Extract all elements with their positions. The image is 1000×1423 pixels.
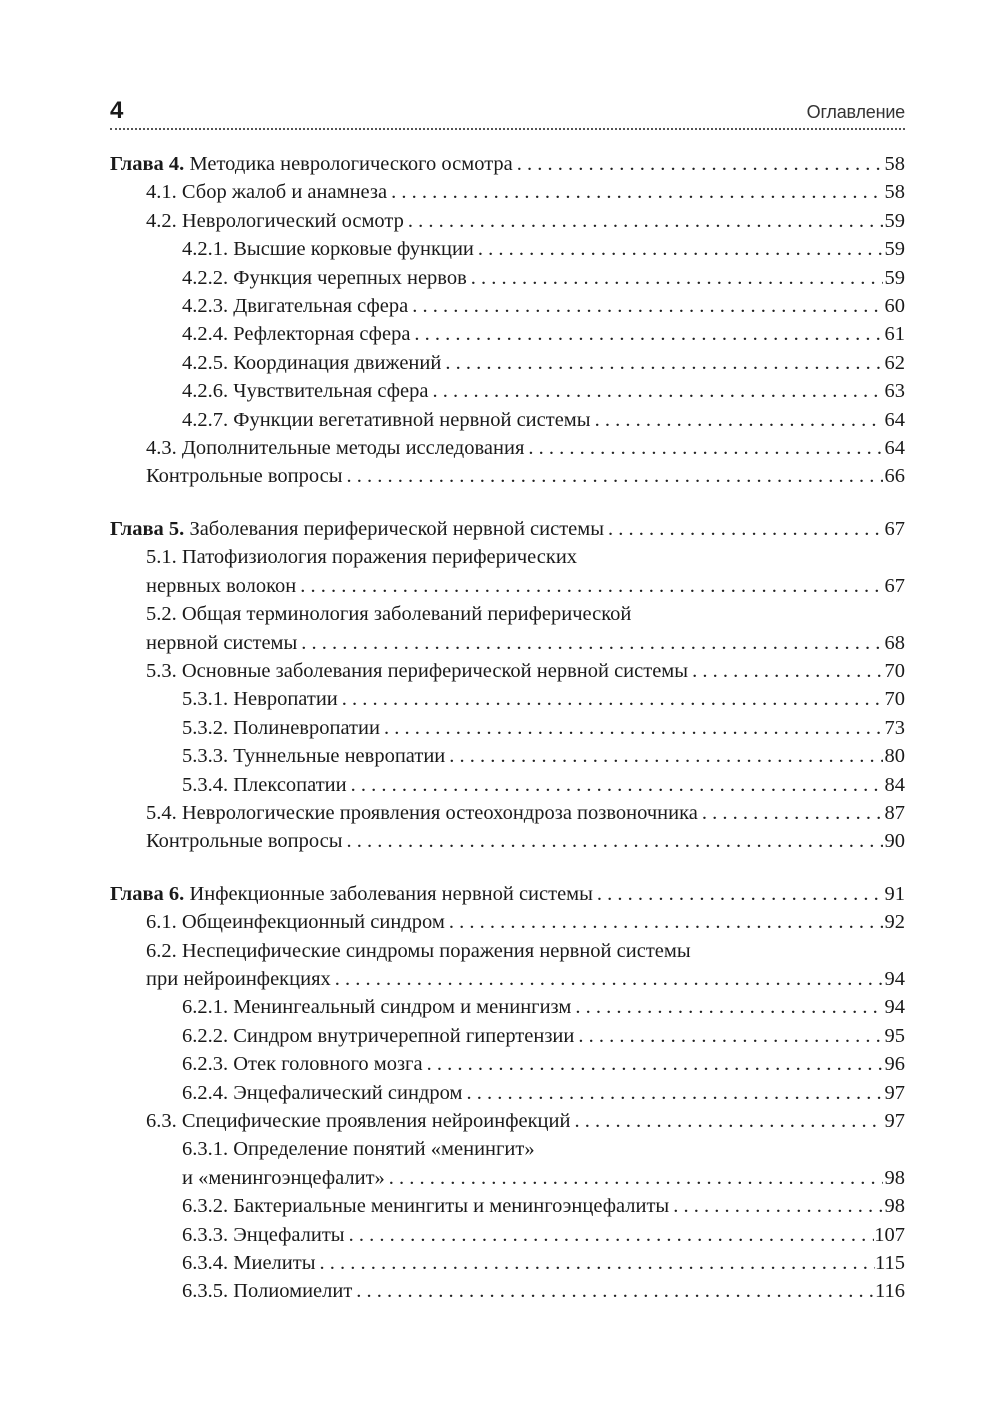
toc-entry-title: 5.3. Основные заболевания периферической нервной системы — [146, 659, 689, 682]
dot-leader — [331, 965, 883, 993]
toc-entry-title: 6.3.4. Миелиты — [182, 1252, 316, 1275]
toc-page-number[interactable]: 59 — [884, 238, 905, 261]
toc-entry-title: 6.3. Специфические проявления нейроинфекций — [146, 1110, 571, 1132]
toc-page-number[interactable]: 73 — [884, 716, 905, 739]
toc-section-entry[interactable] — [110, 685, 905, 713]
toc-section-entry[interactable] — [110, 406, 905, 434]
chapter-spacer — [110, 856, 905, 880]
toc-entry-title-line1: 5.1. Патофизиология поражения периферических — [146, 546, 578, 569]
toc-page-number[interactable]: 96 — [884, 1053, 905, 1076]
dot-leader — [315, 1249, 875, 1277]
dot-leader — [698, 799, 883, 827]
toc-section-entry[interactable] — [110, 993, 905, 1021]
toc-section-entry[interactable] — [110, 178, 905, 206]
toc-section-entry[interactable] — [110, 799, 905, 827]
toc-entry-title-line1: 6.2. Неспецифические синдромы поражения нервной системы — [146, 939, 691, 962]
toc-section-entry[interactable] — [110, 292, 905, 320]
toc-section-entry[interactable] — [110, 434, 905, 462]
chapter-label: Глава 4. — [110, 153, 185, 175]
dot-leader — [387, 178, 883, 206]
toc-page-number[interactable]: 59 — [884, 266, 905, 289]
dot-leader — [345, 1221, 875, 1249]
toc-entry-title: 4.2.5. Координация движений — [182, 351, 442, 374]
toc-entry-title: 5.3.3. Туннельные невропатии — [182, 745, 446, 768]
toc-entry-title: Контрольные вопросы — [146, 830, 343, 853]
dot-leader — [688, 657, 883, 685]
toc-section-entry[interactable] — [110, 1022, 905, 1050]
toc-page-number[interactable]: 94 — [884, 996, 905, 1019]
toc-section-entry[interactable] — [110, 235, 905, 263]
dot-leader — [404, 207, 883, 235]
toc-section-entry[interactable] — [110, 1192, 905, 1220]
chapter-title: Инфекционные заболевания нервной системы — [189, 882, 593, 905]
toc-page-number[interactable]: 95 — [884, 1024, 905, 1047]
toc-section-entry[interactable] — [110, 1221, 905, 1249]
toc-entry-title: 4.2.1. Высшие корковые функции — [182, 238, 474, 261]
toc-page-number[interactable]: 68 — [884, 631, 905, 654]
dot-leader — [604, 515, 883, 543]
dot-leader — [385, 1164, 883, 1192]
toc-chapter-entry[interactable] — [110, 150, 905, 178]
toc-entry-title: 4.2.2. Функция черепных нервов — [182, 266, 467, 289]
toc-page-number[interactable]: 92 — [884, 911, 905, 934]
dot-leader — [591, 406, 883, 434]
toc-section-entry[interactable] — [110, 657, 905, 685]
toc-section-entry[interactable] — [110, 1107, 905, 1135]
toc-section-entry[interactable] — [110, 1249, 905, 1277]
dot-leader — [574, 1022, 883, 1050]
running-title: Оглавление — [806, 102, 905, 122]
toc-page-number[interactable]: 67 — [884, 517, 905, 540]
toc-section-entry[interactable] — [110, 320, 905, 348]
toc-page-number[interactable]: 94 — [884, 967, 905, 990]
toc-entry-title: 4.3. Дополнительные методы исследования — [146, 437, 525, 460]
dot-leader — [408, 292, 883, 320]
toc-section-entry[interactable] — [110, 1135, 905, 1192]
toc-entry-title: 6.1. Общеинфекционный синдром — [146, 911, 445, 934]
toc-page-number[interactable]: 58 — [884, 181, 905, 204]
toc-page-number[interactable]: 84 — [884, 773, 905, 796]
toc-entry-title: 5.3.4. Плексопатии — [182, 773, 347, 796]
toc-entry-title: 6.3.2. Бактериальные менингиты и менингоэнцефалиты — [182, 1195, 670, 1218]
toc-entry-title: 6.2.3. Отек головного мозга — [182, 1053, 423, 1076]
toc-section-entry[interactable] — [110, 742, 905, 770]
dot-leader — [380, 714, 883, 742]
toc-entry-title-line1: 5.2. Общая терминология заболеваний периферической — [146, 603, 632, 626]
toc-chapter-entry[interactable] — [110, 880, 905, 908]
toc-entry-title: 6.2.2. Синдром внутричерепной гипертензии — [182, 1024, 575, 1047]
toc-page-number[interactable]: 60 — [884, 295, 905, 318]
toc-section-entry[interactable] — [110, 771, 905, 799]
dot-leader — [347, 771, 883, 799]
dot-leader — [343, 827, 883, 855]
toc-section-entry[interactable] — [110, 207, 905, 235]
toc-entry-title-line1: 6.3.1. Определение понятий «менингит» — [182, 1138, 535, 1161]
toc-entry-title: нервной системы — [146, 631, 298, 654]
chapter-heading — [110, 880, 593, 908]
dot-leader — [669, 1192, 883, 1220]
toc-section-entry[interactable] — [110, 462, 905, 490]
toc-entry-title: и «менингоэнцефалит» — [182, 1166, 385, 1189]
toc-page-number[interactable]: 62 — [884, 351, 905, 374]
toc-section-entry[interactable] — [110, 543, 905, 600]
toc-section-entry[interactable] — [110, 1277, 905, 1305]
dot-leader — [445, 908, 883, 936]
toc-page-number[interactable]: 63 — [884, 380, 905, 403]
toc-page-number[interactable]: 59 — [884, 209, 905, 232]
dot-leader — [410, 320, 883, 348]
toc-page-number[interactable]: 80 — [884, 745, 905, 768]
toc-section-entry[interactable] — [110, 264, 905, 292]
toc-page-number[interactable]: 98 — [884, 1166, 905, 1189]
toc-page-number[interactable]: 58 — [884, 153, 905, 175]
toc-page-number[interactable]: 67 — [884, 574, 905, 597]
toc-entry-title: 5.4. Неврологические проявления остеохондроза позвоночника — [146, 801, 698, 824]
toc-section-entry[interactable] — [110, 937, 905, 994]
dot-leader — [296, 572, 883, 600]
toc-page-number[interactable]: 64 — [884, 437, 905, 460]
dot-leader — [428, 377, 883, 405]
dot-leader — [338, 685, 883, 713]
toc-entry-title: 4.2.3. Двигательная сфера — [182, 295, 409, 318]
dot-leader — [441, 349, 883, 377]
chapter-title: Заболевания периферической нервной системы — [189, 517, 605, 540]
toc-entry-title: 5.3.2. Полиневропатии — [182, 716, 380, 739]
chapter-spacer — [110, 491, 905, 515]
toc-page-number[interactable]: 87 — [884, 801, 905, 824]
page-header — [110, 96, 905, 132]
toc-entry-title: Контрольные вопросы — [146, 465, 343, 488]
toc-section-entry[interactable] — [110, 349, 905, 377]
chapter-heading — [110, 515, 604, 543]
toc-page-number[interactable]: 70 — [884, 659, 905, 682]
toc-page-number[interactable]: 70 — [884, 688, 905, 711]
dot-leader — [571, 993, 883, 1021]
dot-leader — [445, 742, 883, 770]
header-divider — [110, 128, 905, 130]
dot-leader — [593, 880, 883, 908]
toc-section-entry[interactable] — [110, 908, 905, 936]
dot-leader — [462, 1079, 883, 1107]
toc-entry-title: нервных волокон — [146, 574, 297, 597]
chapter-title: Методика неврологического осмотра — [189, 153, 513, 175]
toc-entry-title: 4.2.6. Чувствительная сфера — [182, 380, 429, 403]
toc-entry-title: 4.2.4. Рефлекторная сфера — [182, 323, 411, 346]
toc-page-number[interactable]: 115 — [875, 1252, 905, 1275]
dot-leader — [423, 1050, 883, 1078]
toc-page-number[interactable]: 66 — [884, 465, 905, 488]
dot-leader — [297, 629, 883, 657]
chapter-label: Глава 6. — [110, 882, 185, 905]
toc-page-number[interactable]: 116 — [875, 1280, 905, 1303]
toc-section-entry[interactable] — [110, 827, 905, 855]
toc-page-number[interactable]: 97 — [884, 1110, 905, 1132]
toc-section-entry[interactable] — [110, 714, 905, 742]
toc-entry-title: 4.2. Неврологический осмотр — [146, 209, 404, 232]
dot-leader — [352, 1277, 875, 1305]
toc-section-entry[interactable] — [110, 600, 905, 657]
toc-entry-title: 6.2.4. Энцефалический синдром — [182, 1081, 463, 1104]
dot-leader — [467, 264, 883, 292]
toc-page-number[interactable]: 91 — [884, 882, 905, 905]
dot-leader — [343, 462, 883, 490]
toc-entry-title: 4.1. Сбор жалоб и анамнеза — [146, 181, 388, 204]
toc-entry-title: 6.3.3. Энцефалиты — [182, 1223, 345, 1246]
toc-page-number[interactable]: 64 — [884, 408, 905, 431]
toc-page-number[interactable]: 107 — [874, 1223, 905, 1246]
page-number: 4 — [110, 97, 124, 124]
toc-section-entry[interactable] — [110, 377, 905, 405]
toc-entry-title: 4.2.7. Функции вегетативной нервной системы — [182, 408, 591, 431]
toc-page-number[interactable]: 98 — [884, 1195, 905, 1218]
toc-page-number[interactable]: 97 — [884, 1081, 905, 1104]
toc-entry-title: 5.3.1. Невропатии — [182, 688, 338, 711]
toc-entry-title: 6.2.1. Менингеальный синдром и менингизм — [182, 996, 572, 1019]
toc-page-number[interactable]: 61 — [884, 323, 905, 346]
table-of-contents — [110, 150, 905, 1306]
dot-leader — [513, 150, 883, 178]
dot-leader — [474, 235, 883, 263]
chapter-label: Глава 5. — [110, 517, 185, 540]
toc-chapter-entry[interactable] — [110, 515, 905, 543]
toc-entry-title: при нейроинфекциях — [146, 967, 331, 990]
toc-section-entry[interactable] — [110, 1079, 905, 1107]
dot-leader — [570, 1107, 883, 1135]
toc-page-number[interactable]: 90 — [884, 830, 905, 853]
toc-section-entry[interactable] — [110, 1050, 905, 1078]
toc-entry-title: 6.3.5. Полиомиелит — [182, 1280, 353, 1303]
dot-leader — [524, 434, 883, 462]
chapter-heading — [110, 150, 513, 178]
